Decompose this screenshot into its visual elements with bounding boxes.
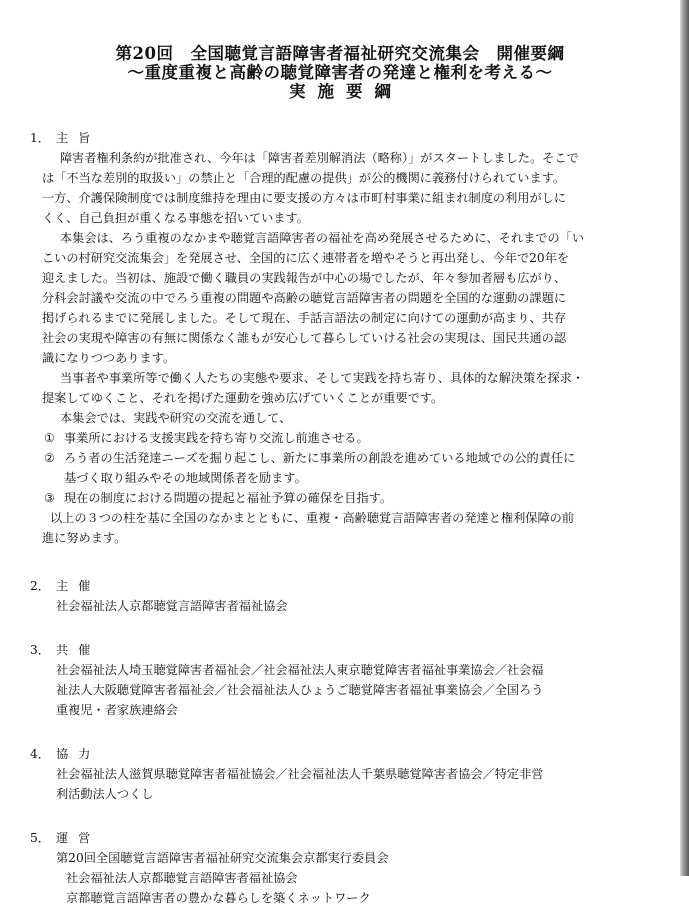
paragraph-line: 障害者権利条約が批准され、今年は「障害者差別解消法（略称）」がスタートしました。そこで bbox=[60, 151, 579, 165]
paragraph-line: 以上の３つの柱を基に全国のなかまとともに、重複・高齢聴覚言語障害者の発達と権利保障の前 bbox=[50, 511, 575, 525]
document-title: 第20回 全国聴覚言語障害者福祉研究交流集会 開催要綱 bbox=[115, 44, 565, 63]
paragraph-line: 迎えました。当初は、施設で働く職員の実践報告が中心の場でしたが、年々参加者層も広がり、 bbox=[42, 271, 567, 285]
section-number: 4． bbox=[30, 747, 50, 761]
section-1-heading bbox=[30, 128, 650, 148]
paragraph-line: 進に努めます。 bbox=[42, 531, 127, 545]
paragraph-line: 社会福祉法人埼玉聴覚障害者福祉会／社会福祉法人東京聴覚障害者福祉事業協会／社会福 bbox=[56, 663, 544, 677]
section-3-heading bbox=[30, 640, 650, 660]
list-marker: ② bbox=[44, 451, 55, 465]
paragraph-line: 一方、介護保険制度では制度維持を理由に要支援の方々は市町村事業に組まれ制度の利用がしに bbox=[42, 191, 567, 205]
section-4-heading bbox=[30, 744, 650, 764]
paragraph-line: 当事者や事業所等で働く人たちの実態や要求、そして実践を持ち寄り、具体的な解決策を探求・ bbox=[60, 371, 585, 385]
paragraph-line: 社会福祉法人滋賀県聴覚障害者福祉協会／社会福祉法人千葉県聴覚障害者協会／特定非営 bbox=[56, 767, 544, 781]
paragraph-line: 識になりつつあります。 bbox=[42, 351, 176, 365]
paragraph-line: 京都聴覚言語障害者の豊かな暮らしを築くネットワーク bbox=[66, 891, 371, 905]
list-item bbox=[30, 488, 650, 508]
document-subtitle: ～重度重複と高齢の聴覚障害者の発達と権利を考える～ bbox=[127, 63, 553, 82]
document-header bbox=[0, 44, 680, 101]
paragraph-line: 社会福祉法人京都聴覚言語障害者福祉協会 bbox=[56, 599, 288, 613]
list-item-text: ろう者の生活発達ニーズを掘り起こし、新たに事業所の創設を進めている地域での公的責任に bbox=[64, 451, 576, 465]
paragraph-line: 提案してゆくこと、それを掲げた運動を強め広げていくことが重要です。 bbox=[42, 391, 444, 405]
paragraph-line: こいの村研究交流集会」を発展させ、全国的に広く連帯者を増やそうと再出発し、今年で20年を bbox=[42, 251, 570, 265]
document-body bbox=[30, 128, 650, 908]
list-item bbox=[30, 448, 650, 468]
paragraph-line: 社会の実現や障害の有無に関係なく誰もが安心して暮らしていける社会の実現は、国民共通の認 bbox=[42, 331, 567, 345]
paragraph-line: 重複児・者家族連絡会 bbox=[56, 703, 178, 717]
list-item bbox=[30, 428, 650, 448]
paragraph-line: 本集会は、ろう重複のなかまや聴覚言語障害者の福祉を高め発展させるために、それまでの「い bbox=[60, 231, 585, 245]
paragraph-line: 第20回全国聴覚言語障害者福祉研究交流集会京都実行委員会 bbox=[56, 851, 389, 865]
section-number: 1． bbox=[30, 131, 50, 145]
paragraph-line: 利活動法人つくし bbox=[56, 787, 154, 801]
section-5-heading bbox=[30, 828, 650, 848]
section-2-heading bbox=[30, 576, 650, 596]
list-item-text: 事業所における支援実践を持ち寄り交流し前進させる。 bbox=[64, 431, 369, 445]
paragraph-line: 社会福祉法人京都聴覚言語障害者福祉協会 bbox=[66, 871, 298, 885]
section-number: 2． bbox=[30, 579, 50, 593]
list-item bbox=[30, 468, 650, 488]
paragraph-line: 分科会討議や交流の中でろう重複の問題や高齢の聴覚言語障害者の問題を全国的な運動の課題に bbox=[42, 291, 567, 305]
section-number: 5． bbox=[30, 831, 50, 845]
section-title: 運営 bbox=[56, 831, 101, 845]
section-title: 主旨 bbox=[56, 131, 101, 145]
document-heading-jisshi-youkou: 実施要綱 bbox=[289, 82, 403, 101]
list-marker: ③ bbox=[44, 491, 55, 505]
paragraph-line: 祉法人大阪聴覚障害者福祉会／社会福祉法人ひょうご聴覚障害者福祉事業協会／全国ろう bbox=[56, 683, 544, 697]
list-item-text: 現在の制度における問題の提起と福祉予算の確保を目指す。 bbox=[64, 491, 393, 505]
section-title: 共催 bbox=[56, 643, 101, 657]
paragraph-line: くく、自己負担が重くなる事態を招いています。 bbox=[42, 211, 309, 225]
section-title: 主催 bbox=[56, 579, 101, 593]
list-item-text: 基づく取り組みやその地域関係者を励ます。 bbox=[64, 471, 307, 485]
paragraph-line: は「不当な差別的取扱い」の禁止と「合理的配慮の提供」が公的機関に義務付けられています。 bbox=[42, 171, 566, 185]
section-number: 3． bbox=[30, 643, 50, 657]
paragraph-line: 掲げられるまでに発展しました。そして現在、手話言語法の制定に向けての運動が高まり、共存 bbox=[42, 311, 567, 325]
list-marker: ① bbox=[44, 431, 55, 445]
paragraph-line: 本集会では、実践や研究の交流を通して、 bbox=[60, 411, 292, 425]
section-title: 協力 bbox=[56, 747, 101, 761]
window-edge-shadow bbox=[680, 0, 689, 876]
